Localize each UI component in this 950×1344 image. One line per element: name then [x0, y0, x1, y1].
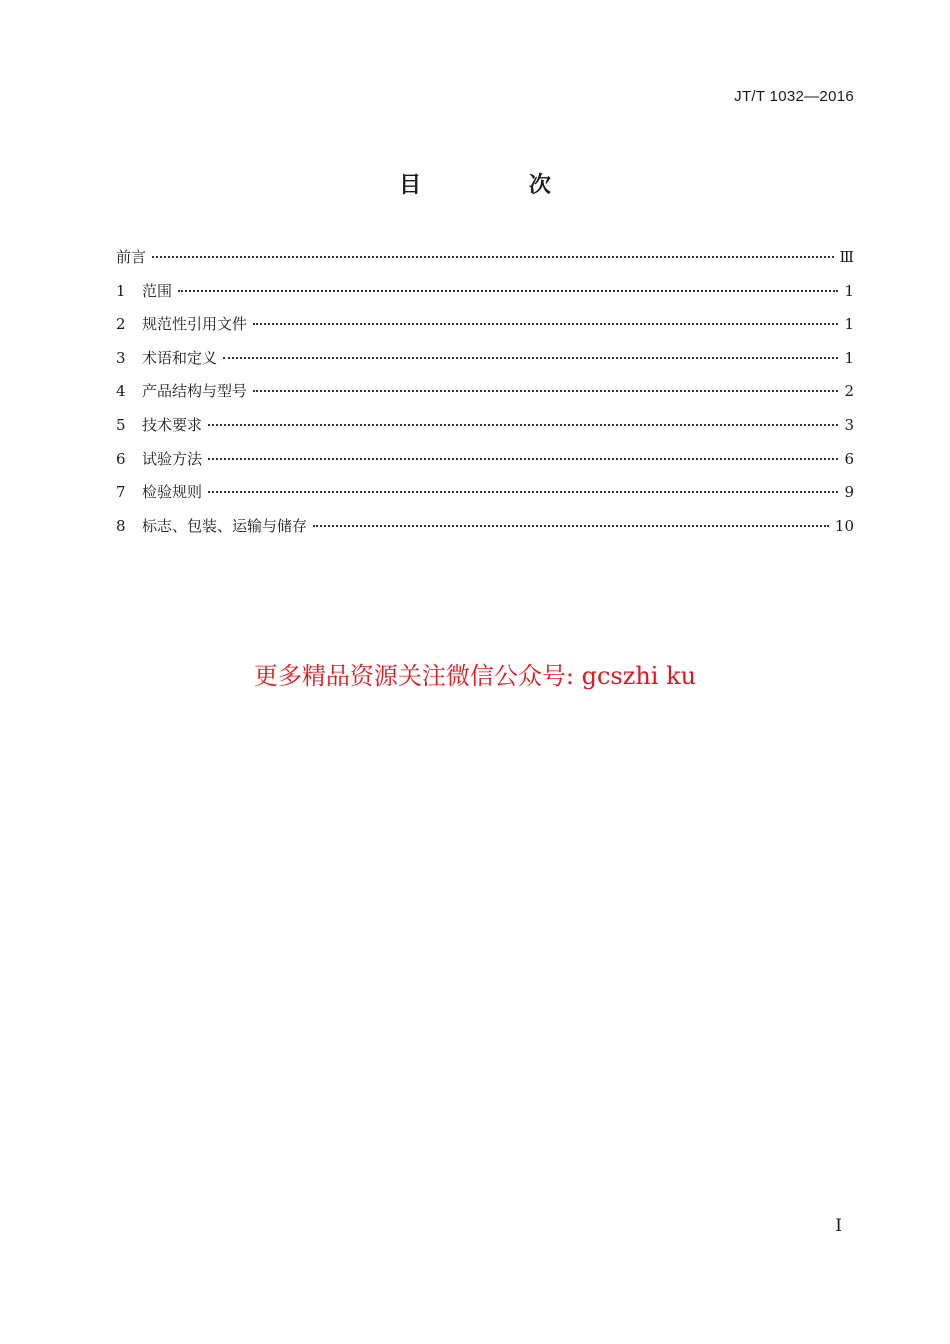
toc-entry-number: 7 [116, 483, 126, 502]
toc-leader-dots [208, 423, 838, 426]
toc-entry-scope[interactable] [116, 280, 854, 314]
toc-entry-page: 1 [844, 281, 854, 300]
toc-entry-marking-packaging[interactable] [116, 515, 854, 549]
toc-entry-label: 标志、包装、运输与储存 [142, 516, 308, 535]
toc-entry-page: 1 [844, 348, 854, 367]
toc-leader-dots [253, 389, 838, 392]
toc-entry-structure-model[interactable] [116, 380, 854, 414]
toc-leader-dots [223, 356, 838, 359]
promo-watermark-text: 更多精品资源关注微信公众号: gcszhi ku [253, 662, 697, 690]
toc-leader-dots [208, 457, 838, 460]
toc-entry-number: 1 [116, 281, 126, 300]
toc-entry-number: 8 [116, 516, 126, 535]
toc-entry-number: 4 [116, 382, 126, 401]
toc-entry-label: 术语和定义 [142, 348, 218, 367]
toc-entry-page: 9 [844, 483, 854, 502]
toc-entry-page: 3 [844, 415, 854, 434]
table-of-contents [116, 246, 854, 548]
toc-entry-page: 10 [834, 516, 854, 535]
toc-entry-inspection-rules[interactable] [116, 481, 854, 515]
toc-leader-dots [178, 289, 838, 292]
toc-entry-page: Ⅲ [839, 248, 854, 266]
toc-entry-label: 范围 [142, 281, 173, 300]
standard-code: JT/T 1032—2016 [734, 88, 854, 105]
toc-entry-label: 产品结构与型号 [142, 382, 248, 401]
toc-entry-label: 技术要求 [142, 415, 203, 434]
toc-leader-dots [152, 255, 834, 258]
toc-entry-page: 6 [844, 449, 854, 468]
toc-entry-page: 2 [844, 382, 854, 401]
toc-entry-normative-references[interactable] [116, 313, 854, 347]
toc-leader-dots [253, 322, 838, 325]
toc-entry-number: 6 [116, 449, 126, 468]
toc-entry-foreword[interactable] [116, 246, 854, 280]
toc-entry-page: 1 [844, 315, 854, 334]
toc-leader-dots [208, 490, 838, 493]
toc-entry-number: 5 [116, 415, 126, 434]
page-number: Ⅰ [835, 1216, 842, 1235]
toc-entry-label: 规范性引用文件 [142, 315, 248, 334]
toc-entry-number: 2 [116, 315, 126, 334]
toc-title: 目 次 [399, 173, 601, 198]
toc-entry-label: 检验规则 [142, 483, 203, 502]
toc-entry-number: 3 [116, 348, 126, 367]
toc-entry-label: 前言 [116, 248, 147, 266]
toc-entry-technical-requirements[interactable] [116, 414, 854, 448]
toc-entry-test-methods[interactable] [116, 448, 854, 482]
toc-entry-terms-definitions[interactable] [116, 347, 854, 381]
toc-leader-dots [313, 524, 829, 527]
toc-entry-label: 试验方法 [142, 449, 203, 468]
